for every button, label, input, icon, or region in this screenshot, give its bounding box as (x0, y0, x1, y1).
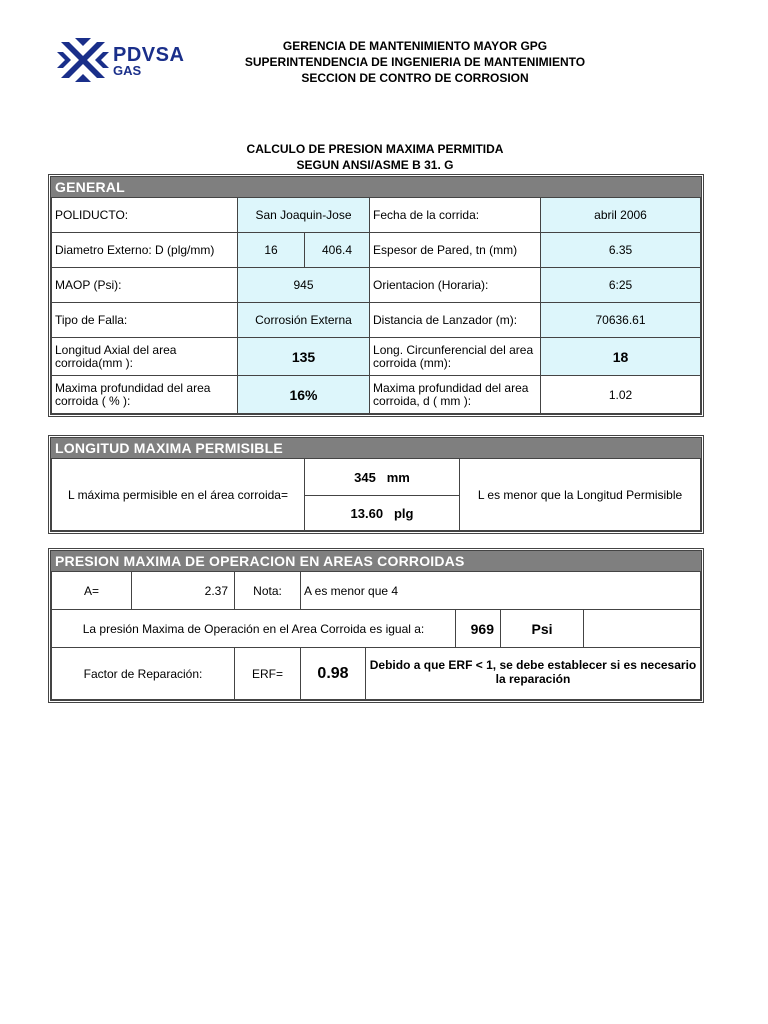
longitud-mm-value: 345 (354, 469, 376, 485)
longitud-table (51, 458, 701, 531)
pmo-empty-cell (584, 610, 701, 648)
header-line-3: SECCION DE CONTRO DE CORROSION (301, 71, 529, 85)
longitud-row-mm (52, 459, 701, 496)
diametro-plg-value: 16 (238, 233, 305, 268)
general-row-falla (52, 303, 701, 338)
falla-label: Tipo de Falla: (52, 303, 238, 338)
longitud-plg-unit: plg (393, 505, 414, 521)
presion-row-erf (52, 648, 701, 700)
long-circ-label: Long. Circunferencial del area corroida (mm): (370, 338, 541, 376)
longitud-label: L máxima permisible en el área corroida= (52, 459, 305, 531)
orientacion-label: Orientacion (Horaria): (370, 268, 541, 303)
long-axial-label: Longitud Axial del area corroida(mm ): (52, 338, 238, 376)
fecha-value: abril 2006 (541, 198, 701, 233)
diametro-label: Diametro Externo: D (plg/mm) (52, 233, 238, 268)
general-row-maop (52, 268, 701, 303)
longitud-heading: LONGITUD MAXIMA PERMISIBLE (51, 438, 701, 458)
pmo-unit: Psi (501, 610, 584, 648)
pdvsa-sun-icon (57, 38, 109, 82)
title-line-1: CALCULO DE PRESION MAXIMA PERMITIDA (246, 142, 504, 156)
longitud-plg-value: 13.60 (350, 505, 384, 521)
prof-pct-label: Maxima profundidad del area corroida ( % ): (52, 376, 238, 414)
longitud-note: L es menor que la Longitud Permisible (460, 459, 701, 531)
a-value: 2.37 (132, 572, 235, 610)
pdvsa-logo (57, 38, 207, 84)
pmo-value: 969 (456, 610, 501, 648)
poliducto-label: POLIDUCTO: (52, 198, 238, 233)
presion-section (48, 548, 704, 703)
erf-label: ERF= (235, 648, 301, 700)
presion-table (51, 571, 701, 700)
diametro-mm-value: 406.4 (305, 233, 370, 268)
prof-pct-value: 16% (238, 376, 370, 414)
title-line-2: SEGUN ANSI/ASME B 31. G (296, 158, 454, 172)
pmo-label: La presión Maxima de Operación en el Area Corroida es igual a: (52, 610, 456, 648)
erf-note: Debido a que ERF < 1, se debe establecer si es necesario la reparación (366, 648, 701, 700)
nota-label: Nota: (235, 572, 301, 610)
a-label: A= (52, 572, 132, 610)
logo-sub-text: GAS (113, 63, 142, 78)
general-row-poliducto (52, 198, 701, 233)
longitud-plg-cell (305, 496, 460, 531)
longitud-section (48, 435, 704, 534)
general-table (51, 197, 701, 414)
poliducto-value: San Joaquin-Jose (238, 198, 370, 233)
distancia-value: 70636.61 (541, 303, 701, 338)
espesor-label: Espesor de Pared, tn (mm) (370, 233, 541, 268)
document-title (200, 141, 550, 173)
header-line-2: SUPERINTENDENCIA DE INGENIERIA DE MANTENIMIENTO (244, 55, 586, 69)
presion-row-a (52, 572, 701, 610)
presion-heading: PRESION MAXIMA DE OPERACION EN AREAS CORROIDAS (51, 551, 701, 571)
general-row-longitud (52, 338, 701, 376)
long-circ-value: 18 (541, 338, 701, 376)
factor-label: Factor de Reparación: (52, 648, 235, 700)
document-header (210, 38, 620, 86)
erf-value: 0.98 (301, 648, 366, 700)
distancia-label: Distancia de Lanzador (m): (370, 303, 541, 338)
logo-brand-text: PDVSA (113, 44, 185, 66)
header-line-1: GERENCIA DE MANTENIMIENTO MAYOR GPG (282, 39, 548, 53)
longitud-mm-cell (305, 459, 460, 496)
general-section (48, 174, 704, 417)
general-heading: GENERAL (51, 177, 701, 197)
presion-row-pmo (52, 610, 701, 648)
general-row-diametro (52, 233, 701, 268)
long-axial-value: 135 (238, 338, 370, 376)
falla-value: Corrosión Externa (238, 303, 370, 338)
longitud-mm-unit: mm (386, 469, 410, 485)
prof-mm-value: 1.02 (541, 376, 701, 414)
prof-mm-label: Maxima profundidad del area corroida, d ( mm ): (370, 376, 541, 414)
maop-value: 945 (238, 268, 370, 303)
orientacion-value: 6:25 (541, 268, 701, 303)
espesor-value: 6.35 (541, 233, 701, 268)
nota-value: A es menor que 4 (301, 572, 701, 610)
general-row-profundidad (52, 376, 701, 414)
maop-label: MAOP (Psi): (52, 268, 238, 303)
fecha-label: Fecha de la corrida: (370, 198, 541, 233)
